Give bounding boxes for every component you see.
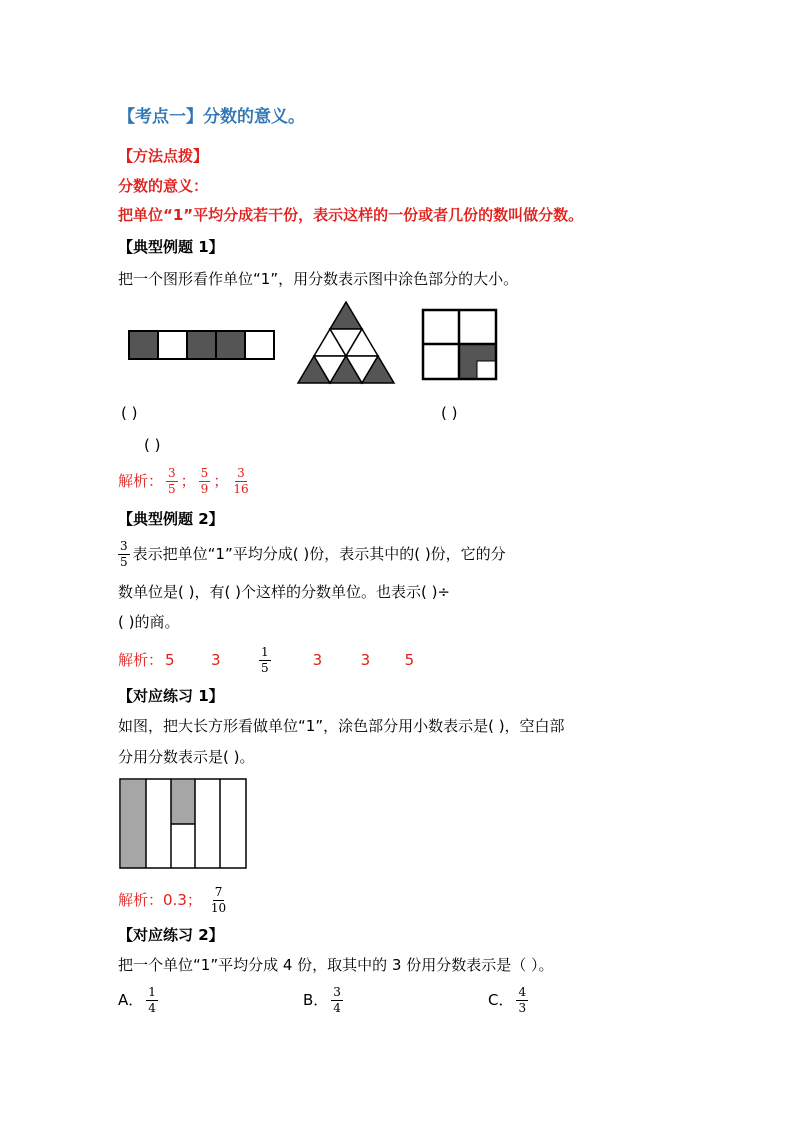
practice1-heading: 【对应练习 1】 (118, 687, 224, 705)
strip-cell-shaded (129, 331, 158, 359)
method-heading: 【方法点拨】 (118, 147, 209, 165)
example1-heading: 【典型例题 1】 (118, 238, 224, 256)
figure-strip (128, 330, 276, 362)
option-c[interactable]: C． $\frac{4}{3}$ (488, 984, 527, 1015)
example2-line2: 数单位是( )，有( )个这样的分数单位。也表示( )÷ (118, 583, 450, 601)
triangle-cell-shaded (330, 302, 362, 329)
blank-3[interactable]: ( ) (441, 404, 458, 422)
example2-line3: ( )的商。 (118, 613, 180, 631)
practice2-heading: 【对应练习 2】 (118, 926, 224, 944)
method-sub: 分数的意义： (118, 177, 209, 195)
strip-cell-shaded (187, 331, 216, 359)
blank-1[interactable]: ( ) (121, 404, 138, 422)
answer-fraction: $\frac{3}{5}$ (168, 465, 176, 496)
answer-label: 解析： (118, 472, 164, 490)
blank-2[interactable]: ( ) (144, 436, 161, 454)
rect-cell-shaded (121, 780, 146, 868)
answer-fraction: $\frac{5}{9}$ (200, 465, 209, 496)
strip-cell (245, 331, 274, 359)
practice2-question: 把一个单位“1”平均分成 4 份，取其中的 3 份用分数表示是（ ）。 (118, 956, 554, 974)
option-b[interactable]: B． $\frac{3}{4}$ (303, 984, 341, 1015)
example2-line1: $\frac{3}{5}$ 表示把单位“1”平均分成( )份，表示其中的( )份，它的分 (120, 538, 506, 569)
practice1-line2: 分用分数表示是( )。 (118, 748, 255, 766)
strip-cell-shaded (216, 331, 245, 359)
square-cell-small (477, 361, 496, 379)
answer-fraction: $\frac{3}{16}$ (233, 465, 249, 496)
option-a[interactable]: A． $\frac{1}{4}$ (118, 984, 156, 1015)
option-fraction: $\frac{4}{3}$ (518, 984, 527, 1015)
figure-square (421, 308, 498, 381)
example1-answer: 解析： $\frac{3}{5}$ ； $\frac{5}{9}$ ； $\frac{3}{16}$ (118, 465, 249, 496)
practice1-line1: 如图，把大长方形看做单位“1”，涂色部分用小数表示是( )，空白部 (118, 717, 565, 735)
figure-triangle (296, 301, 398, 385)
strip-cell (158, 331, 187, 359)
question-fraction: $\frac{3}{5}$ (120, 538, 128, 569)
rect-cell-shaded-half (171, 780, 195, 824)
example2-answer: 解析： 5 3 $\frac{1}{5}$ 3 3 5 (118, 644, 415, 675)
example2-heading: 【典型例题 2】 (118, 510, 224, 528)
method-definition: 把单位“1”平均分成若干份，表示这样的一份或者几份的数叫做分数。 (118, 206, 584, 224)
answer-fraction: $\frac{7}{10}$ (210, 884, 227, 915)
figure-rectangle (119, 778, 248, 870)
section-title: 【考点一】分数的意义。 (118, 107, 305, 127)
example1-question: 把一个图形看作单位“1”，用分数表示图中涂色部分的大小。 (118, 270, 519, 288)
practice1-answer: 解析： 0.3； $\frac{7}{10}$ (118, 884, 227, 915)
option-fraction: $\frac{1}{4}$ (148, 984, 156, 1015)
option-fraction: $\frac{3}{4}$ (333, 984, 341, 1015)
answer-fraction: $\frac{1}{5}$ (261, 644, 269, 675)
